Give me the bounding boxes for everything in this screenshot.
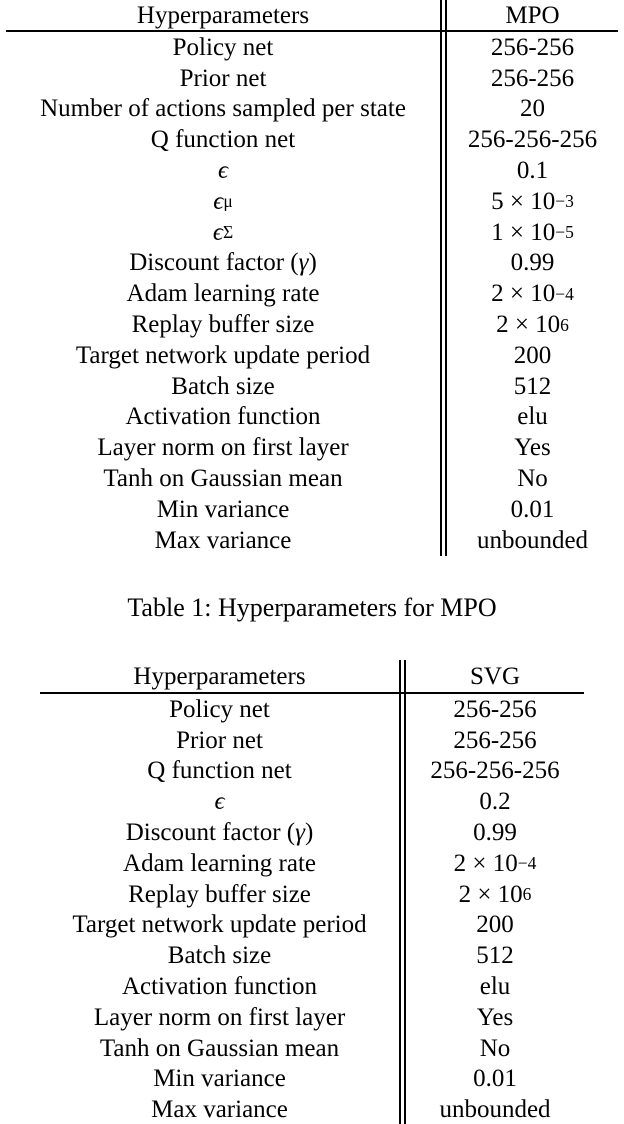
table-row xyxy=(6,402,618,433)
table-row xyxy=(40,848,584,879)
value-cell xyxy=(440,525,618,556)
table-row xyxy=(6,63,618,94)
value-label: 256-256 xyxy=(490,33,575,61)
value-label: 256-256 xyxy=(453,726,537,754)
value-cell xyxy=(440,124,618,155)
table-row xyxy=(40,1002,584,1033)
table-row xyxy=(6,278,618,309)
table-body xyxy=(6,32,618,556)
param-label: Tanh on Gaussian mean xyxy=(99,1034,340,1062)
value-cell xyxy=(440,63,618,94)
param-cell xyxy=(6,371,440,402)
param-label: Prior net xyxy=(179,64,267,92)
value-cell xyxy=(399,971,584,1002)
value-cell xyxy=(399,940,584,971)
value-label: 200 xyxy=(513,341,552,369)
value-cell xyxy=(399,725,584,756)
table-row xyxy=(6,155,618,186)
param-cell xyxy=(6,155,440,186)
param-cell: ϵ Σ xyxy=(212,218,234,246)
param-label: Number of actions sampled per state xyxy=(40,95,406,123)
value-cell xyxy=(440,402,618,433)
table-row xyxy=(40,940,584,971)
param-label: Q function net xyxy=(147,757,292,785)
param-label: Max variance xyxy=(154,526,292,554)
param-cell xyxy=(40,940,399,971)
param-cell xyxy=(40,1064,399,1095)
math-symbol: γ xyxy=(295,819,305,847)
value-cell xyxy=(440,371,618,402)
param-cell xyxy=(40,971,399,1002)
table-row xyxy=(6,371,618,402)
value-label: 0.99 xyxy=(510,249,555,277)
table-row xyxy=(6,217,618,248)
param-cell xyxy=(6,63,440,94)
table-body xyxy=(40,694,584,1124)
value-cell xyxy=(440,248,618,279)
table-row xyxy=(6,186,618,217)
param-label: Layer norm on first layer xyxy=(97,434,349,462)
value-label: 512 xyxy=(476,942,514,970)
table-row xyxy=(40,1064,584,1095)
param-label: Activation function xyxy=(121,973,318,1001)
param-label: Policy net xyxy=(169,695,270,723)
value-cell xyxy=(440,32,618,63)
table-row xyxy=(40,725,584,756)
math-symbol: ϵ xyxy=(212,218,223,246)
value-label: 0.2 xyxy=(479,788,511,816)
value-label: elu xyxy=(517,403,548,431)
value-label: 0.99 xyxy=(473,819,517,847)
table-row xyxy=(40,786,584,817)
value-cell xyxy=(399,1002,584,1033)
value-label: 2 × 10 xyxy=(496,311,561,339)
value-cell xyxy=(399,1064,584,1095)
table-row xyxy=(6,32,618,63)
value-cell xyxy=(399,817,584,848)
table-row xyxy=(6,494,618,525)
value-cell xyxy=(440,494,618,525)
value-label: 256-256-256 xyxy=(467,126,598,154)
table-row xyxy=(40,756,584,787)
value-cell xyxy=(399,756,584,787)
math-symbol: γ xyxy=(298,249,309,277)
value-cell xyxy=(399,1094,584,1124)
table-row xyxy=(40,971,584,1002)
param-cell xyxy=(6,278,440,309)
value-label: 2 × 10 xyxy=(453,849,518,877)
value-label: Yes xyxy=(476,1003,514,1031)
param-label: Min variance xyxy=(156,495,290,523)
hyperparameter-table-svg xyxy=(40,660,584,1124)
value-cell xyxy=(399,786,584,817)
table-row xyxy=(6,309,618,340)
table-row xyxy=(40,817,584,848)
value-cell xyxy=(440,432,618,463)
value-label: 5 × 10 xyxy=(491,187,556,215)
value-label: No xyxy=(517,465,548,493)
table-row xyxy=(6,340,618,371)
table-row xyxy=(40,1094,584,1124)
param-cell xyxy=(6,494,440,525)
param-label: Target network update period xyxy=(75,341,371,369)
table-row xyxy=(6,248,618,279)
param-label: ) xyxy=(304,819,314,847)
param-cell xyxy=(6,309,440,340)
value-cell: 1 × 10 −5 xyxy=(440,217,618,248)
math-symbol: ϵ xyxy=(213,187,224,215)
value-label: 512 xyxy=(513,372,552,400)
column-header-hyperparameters: Hyperparameters xyxy=(133,662,306,690)
value-label: 256-256 xyxy=(490,64,575,92)
value-cell xyxy=(440,94,618,125)
param-label: Replay buffer size xyxy=(128,880,311,908)
param-cell xyxy=(6,432,440,463)
param-label: Activation function xyxy=(125,403,321,431)
value-cell xyxy=(399,694,584,725)
table-header-row xyxy=(40,660,584,692)
param-cell xyxy=(6,248,440,279)
param-cell xyxy=(6,525,440,556)
param-cell: ϵ μ xyxy=(213,187,233,215)
value-cell xyxy=(399,910,584,941)
param-label: Replay buffer size xyxy=(131,311,315,339)
param-label: Adam learning rate xyxy=(126,280,320,308)
value-label: 0.1 xyxy=(516,157,549,185)
param-label: ) xyxy=(308,249,317,277)
value-cell xyxy=(440,463,618,494)
param-cell xyxy=(40,1094,399,1124)
value-label: Yes xyxy=(514,434,551,462)
param-label: Policy net xyxy=(172,33,274,61)
param-cell xyxy=(6,94,440,125)
table-row xyxy=(40,1033,584,1064)
param-label: Prior net xyxy=(176,726,263,754)
value-label: elu xyxy=(479,973,511,1001)
hyperparameter-table-mpo xyxy=(6,0,618,556)
value-label: 256-256-256 xyxy=(430,757,560,785)
param-label: Min variance xyxy=(153,1065,286,1093)
param-label: Discount factor ( xyxy=(129,249,299,277)
param-label: Adam learning rate xyxy=(123,849,316,877)
table-row xyxy=(40,694,584,725)
param-label: Max variance xyxy=(151,1096,288,1124)
param-cell xyxy=(40,817,399,848)
value-label: 2 × 10 xyxy=(458,880,523,908)
param-label: Tanh on Gaussian mean xyxy=(103,465,343,493)
param-cell xyxy=(40,694,399,725)
param-label: Target network update period xyxy=(72,911,367,939)
param-cell xyxy=(40,848,399,879)
param-cell xyxy=(6,124,440,155)
table-row xyxy=(6,432,618,463)
value-cell xyxy=(440,155,618,186)
value-label: 0.01 xyxy=(510,495,555,523)
column-header-mpo: MPO xyxy=(440,0,618,30)
value-label: 256-256 xyxy=(453,695,537,723)
value-label: 20 xyxy=(520,95,545,123)
math-symbol: ϵ xyxy=(217,157,229,185)
param-label: Discount factor ( xyxy=(125,819,296,847)
param-cell xyxy=(6,463,440,494)
table-row xyxy=(6,463,618,494)
param-cell xyxy=(6,32,440,63)
table-row xyxy=(40,910,584,941)
table-caption: Table 1: Hyperparameters for MPO xyxy=(127,593,497,622)
math-symbol: ϵ xyxy=(214,788,225,816)
param-cell xyxy=(40,756,399,787)
param-cell xyxy=(6,402,440,433)
param-cell xyxy=(40,725,399,756)
table-row xyxy=(6,94,618,125)
param-label: Batch size xyxy=(171,372,275,400)
value-cell: 5 × 10 −3 xyxy=(440,186,618,217)
table-row xyxy=(40,879,584,910)
value-label: 0.01 xyxy=(473,1065,517,1093)
param-cell xyxy=(40,1002,399,1033)
value-label: 1 × 10 xyxy=(491,218,556,246)
param-label: Layer norm on first layer xyxy=(93,1003,346,1031)
value-label: No xyxy=(479,1034,511,1062)
value-label: unbounded xyxy=(439,1096,551,1124)
value-cell xyxy=(399,1033,584,1064)
column-header-svg: SVG xyxy=(399,660,584,692)
value-label: 200 xyxy=(476,911,514,939)
param-cell xyxy=(40,786,399,817)
value-cell: 2 × 10 6 xyxy=(440,309,618,340)
column-header-hyperparameters: Hyperparameters xyxy=(136,1,310,29)
table-header-row xyxy=(6,0,618,30)
param-cell xyxy=(40,1033,399,1064)
value-label: unbounded xyxy=(476,526,589,554)
value-cell: 2 × 10 −4 xyxy=(440,278,618,309)
param-cell xyxy=(40,910,399,941)
param-label: Batch size xyxy=(167,942,272,970)
table-row xyxy=(6,525,618,556)
value-cell: 2 × 10 −4 xyxy=(399,848,584,879)
value-label: 2 × 10 xyxy=(491,280,556,308)
table-row xyxy=(6,124,618,155)
value-cell xyxy=(440,340,618,371)
param-label: Q function net xyxy=(150,126,296,154)
param-cell xyxy=(40,879,399,910)
param-cell xyxy=(6,340,440,371)
value-cell: 2 × 10 6 xyxy=(399,879,584,910)
